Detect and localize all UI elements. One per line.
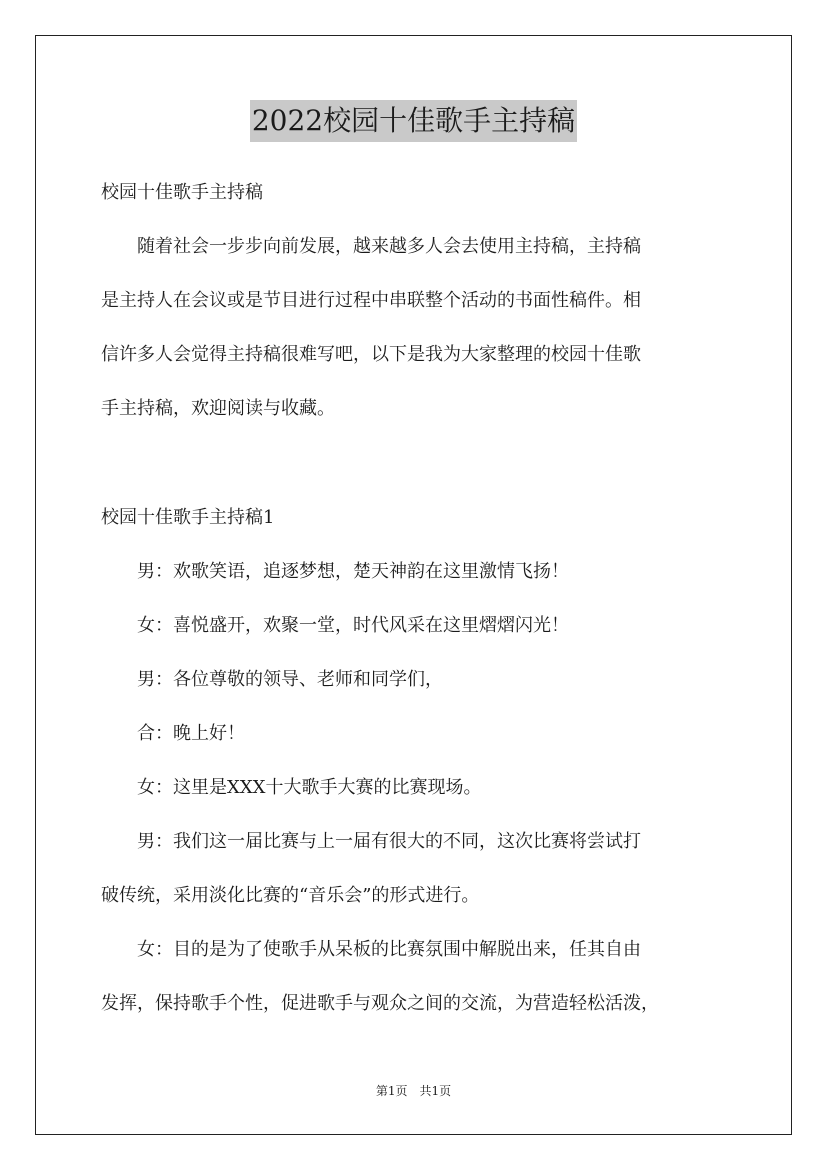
- intro-line-4: 手主持稿，欢迎阅读与收藏。: [101, 398, 335, 419]
- intro-line-1: 随着社会一步步向前发展，越来越多人会去使用主持稿，主持稿: [101, 236, 641, 257]
- dialogue-line: 女：这里是XXX十大歌手大赛的比赛现场。: [101, 777, 482, 798]
- page-footer: 第1页 共1页: [375, 1084, 452, 1098]
- title-container: [0, 100, 827, 142]
- dialogue-line: 发挥，保持歌手个性，促进歌手与观众之间的交流，为营造轻松活泼，: [101, 993, 659, 1014]
- dialogue-line: 男：欢歌笑语，追逐梦想，楚天神韵在这里激情飞扬！: [101, 561, 569, 582]
- dialogue-line: 女：喜悦盛开，欢聚一堂，时代风采在这里熠熠闪光！: [101, 615, 569, 636]
- section-heading: 校园十佳歌手主持稿1: [101, 507, 275, 528]
- dialogue-line: 破传统，采用淡化比赛的“音乐会”的形式进行。: [101, 885, 480, 906]
- dialogue-line: 男：我们这一届比赛与上一届有很大的不同，这次比赛将尝试打: [101, 831, 641, 852]
- document-title: 2022校园十佳歌手主持稿: [250, 100, 577, 142]
- subtitle: 校园十佳歌手主持稿: [101, 182, 263, 203]
- intro-line-2: 是主持人在会议或是节目进行过程中串联整个活动的书面性稿件。相: [101, 290, 641, 311]
- dialogue-line: 女：目的是为了使歌手从呆板的比赛氛围中解脱出来，任其自由: [101, 939, 641, 960]
- dialogue-line: 男：各位尊敬的领导、老师和同学们，: [101, 669, 443, 690]
- intro-line-3: 信许多人会觉得主持稿很难写吧，以下是我为大家整理的校园十佳歌: [101, 344, 641, 365]
- dialogue-line: 合：晚上好！: [101, 723, 245, 744]
